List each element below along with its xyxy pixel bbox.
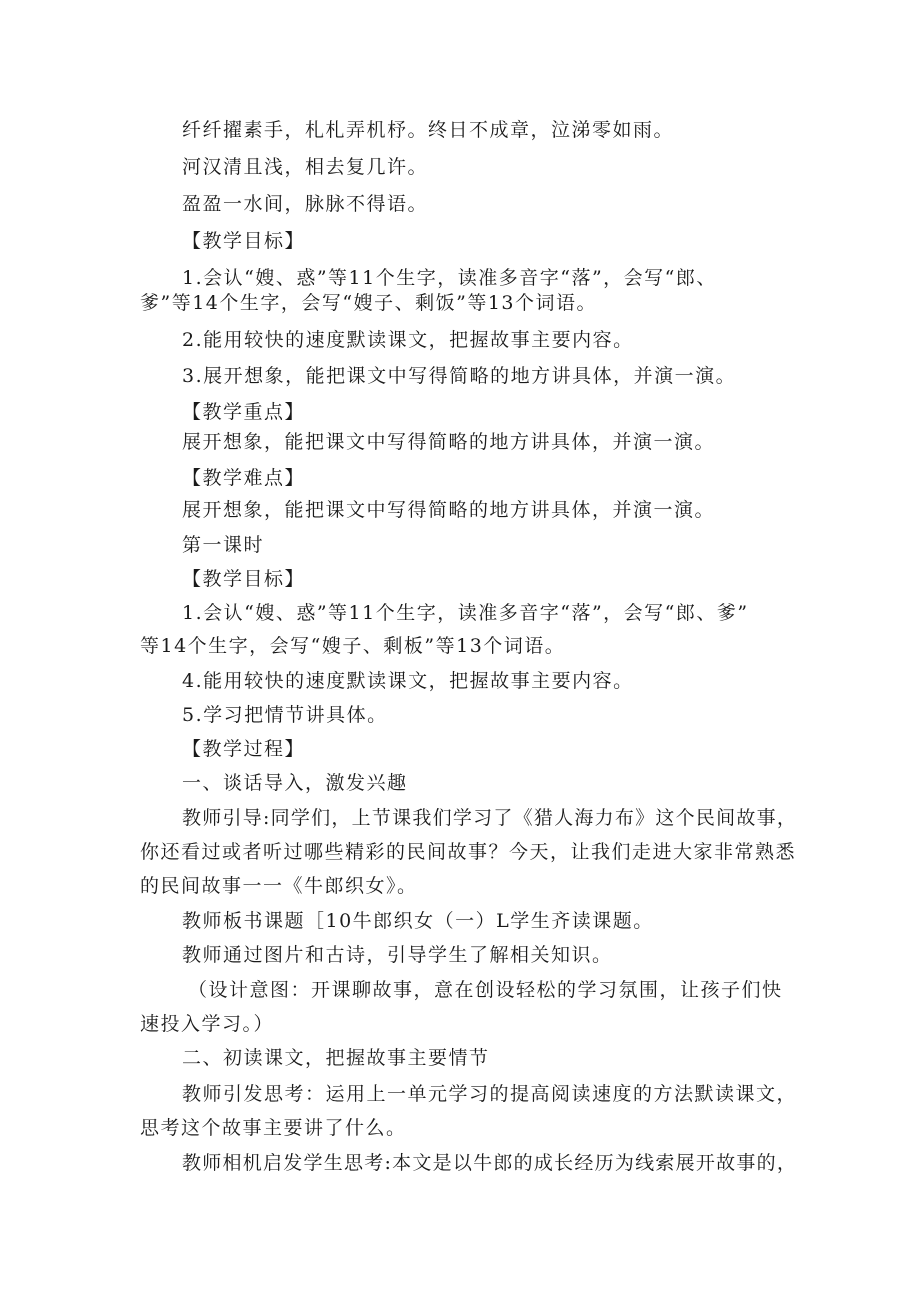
lesson-goal-item: 5.学习把情节讲具体。 — [182, 704, 388, 726]
difficulty-text: 展开想象，能把课文中写得简略的地方讲具体，并演一演。 — [182, 499, 716, 521]
section-heading: 【教学目标】 — [182, 568, 306, 590]
section-heading: 【教学重点】 — [182, 401, 306, 423]
lesson-goal-item-cont: 等14个生字，会写“嫂子、剩板”等13个词语。 — [140, 635, 566, 657]
paragraph-line: 思考这个故事主要讲了什么。 — [140, 1117, 407, 1139]
section-heading: 【教学过程】 — [182, 738, 306, 760]
goal-item: 3.展开想象，能把课文中写得简略的地方讲具体，并演一演。 — [182, 365, 737, 387]
goal-item: 1.会认“嫂、惑”等11个生字，读准多音字“落”，会写“郎、 — [182, 267, 717, 289]
paragraph-line: 教师板书课题［10牛郎织女（一）L学生齐读课题。 — [182, 910, 654, 932]
paragraph-line: 教师通过图片和古诗，引导学生了解相关知识。 — [182, 944, 613, 966]
paragraph-line: 教师引导:同学们，上节课我们学习了《猎人海力布》这个民间故事， — [182, 807, 798, 829]
lesson-goal-item: 4.能用较快的速度默读课文，把握故事主要内容。 — [182, 670, 634, 692]
paragraph-line: 教师引发思考：运用上一单元学习的提高阅读速度的方法默读课文， — [182, 1083, 798, 1105]
lesson-title: 第一课时 — [182, 534, 265, 556]
step-title: 一、谈话导入，激发兴趣 — [182, 772, 408, 794]
design-note: （设计意图：开课聊故事，意在创设轻松的学习氛围，让孩子们快 — [188, 979, 783, 1001]
poem-line: 盈盈一水间，脉脉不得语。 — [182, 193, 429, 215]
design-note: 速投入学习。） — [140, 1013, 275, 1035]
poem-line: 纤纤擢素手，札札弄机杼。终日不成章，泣涕零如雨。 — [182, 119, 675, 141]
paragraph-line: 教师相机启发学生思考:本文是以牛郎的成长经历为线索展开故事的， — [182, 1152, 798, 1174]
goal-item-cont: 爹”等14个生字，会写“嫂子、剩饭”等13个词语。 — [140, 292, 597, 314]
paragraph-line: 你还看过或者听过哪些精彩的民间故事？今天，让我们走进大家非常熟悉 — [140, 841, 797, 863]
step-title: 二、初读课文，把握故事主要情节 — [182, 1047, 490, 1069]
section-heading: 【教学目标】 — [182, 230, 306, 252]
paragraph-line: 的民间故事一一《牛郎织女》。 — [140, 875, 418, 897]
lesson-goal-item: 1.会认“嫂、惑”等11个生字，读准多音字“落”，会写“郎、爹” — [182, 602, 749, 624]
section-heading: 【教学难点】 — [182, 467, 306, 489]
key-point-text: 展开想象，能把课文中写得简略的地方讲具体，并演一演。 — [182, 431, 716, 453]
poem-line: 河汉清且浅，相去复几许。 — [182, 156, 429, 178]
goal-item: 2.能用较快的速度默读课文，把握故事主要内容。 — [182, 329, 634, 351]
